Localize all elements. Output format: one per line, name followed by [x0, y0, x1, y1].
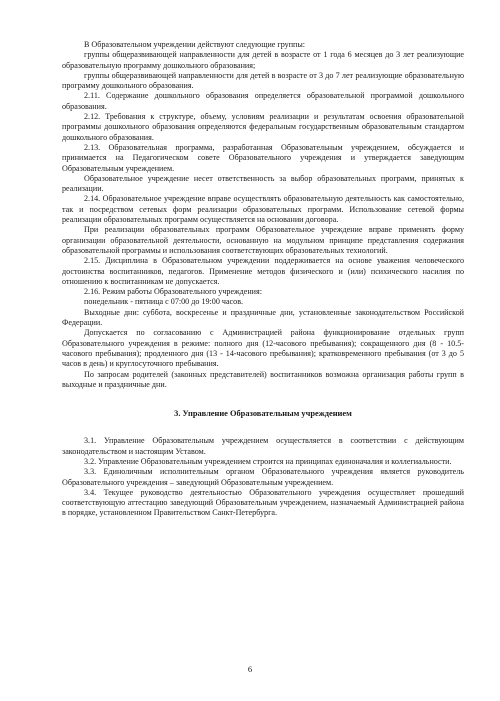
paragraph: группы общеразвивающей направленности для детей в возрасте от 1 года 6 месяцев до 3 лет реализующие образовательную программу дошкольного образования;	[62, 50, 464, 70]
paragraph: 3.4. Текущее руководство деятельностью Образовательного учреждения осуществляет прошедший соответствующую аттестацию заведующий Образовательным учреждением, назначаемый Администрацией района в порядке, установленном Правительством Санкт-Петербурга.	[62, 487, 464, 518]
paragraph: 3.1. Управление Образовательным учреждением осуществляется в соответствии с действующим законодательством и настоящим Уставом.	[62, 436, 464, 456]
paragraph: При реализации образовательных программ Образовательное учреждение вправе применять форму организации образовательной деятельности, основанную на модульном принципе представления содержания образовательной программы и использования соответствующих образовательных технологий.	[62, 225, 464, 255]
page-number: 6	[247, 664, 253, 674]
paragraph: 3.3. Единоличным исполнительным органом Образовательного учреждения является руководитель Образовательного учреждения – заведующий Образовательным учреждением.	[62, 467, 464, 487]
paragraph: 2.15. Дисциплина в Образовательном учреждении поддерживается на основе уважения человеческого достоинства воспитанников, педагогов. Применение методов физического и (или) психического насилия по отношению к воспитанникам не допускается.	[62, 256, 464, 286]
paragraph: Допускается по согласованию с Администрацией района функционирование отдельных групп Образовательного учреждения в режиме: полного дня (12-часового пребывания); сокращенного дня (8 - 10.5-часового пребывания); продленного дня (13 - 14-часового пребывания); кратковременного пребывания (от 3 до 5 часов в день) и круглосуточного пребывания.	[62, 328, 464, 369]
paragraph: 2.12. Требования к структуре, объему, условиям реализации и результатам освоения образовательной программы дошкольного образования определяются федеральным государственным образовательным стандартом дошкольного образования.	[62, 112, 464, 142]
paragraph: 2.14. Образовательное учреждение вправе осуществлять образовательную деятельность как самостоятельно, так и посредством сетевых форм реализации образовательных программ. Использование сетевой формы реализации образовательных программ осуществляется на основании договора.	[62, 194, 464, 225]
paragraph: Выходные дни: суббота, воскресенье и праздничные дни, установленные законодательством Российской Федерации.	[62, 307, 464, 328]
paragraph: 2.13. Образовательная программа, разработанная Образовательным учреждением, обсуждается и принимается на Педагогическом совете Образовательного учреждения и утверждается заведующим Образовательным учреждением.	[62, 142, 464, 173]
paragraph: группы общеразвивающей направленности для детей в возрасте от 3 до 7 лет реализующие образовательную программу дошкольного образования.	[62, 70, 464, 91]
paragraph: понедельник - пятница с 07:00 до 19:00 часов.	[84, 297, 244, 307]
document-body	[62, 40, 464, 519]
paragraph: 2.11. Содержание дошкольного образования определяется образовательной программой дошкольного образования.	[62, 91, 464, 111]
paragraph: В Образовательном учреждении действуют следующие группы:	[84, 40, 306, 49]
paragraph: 3.2. Управление Образовательным учреждением строится на принципах единоначалия и коллегиальности.	[84, 456, 452, 466]
paragraph: По запросам родителей (законных представителей) воспитанников возможна организация работы групп в выходные и праздничные дни.	[62, 369, 464, 389]
paragraph: 2.16. Режим работы Образовательного учреждения:	[84, 287, 262, 297]
paragraph: Образовательное учреждение несет ответственность за выбор образовательных программ, принятых к реализации.	[62, 173, 464, 194]
section-heading: 3. Управление Образовательным учреждением	[174, 409, 352, 419]
